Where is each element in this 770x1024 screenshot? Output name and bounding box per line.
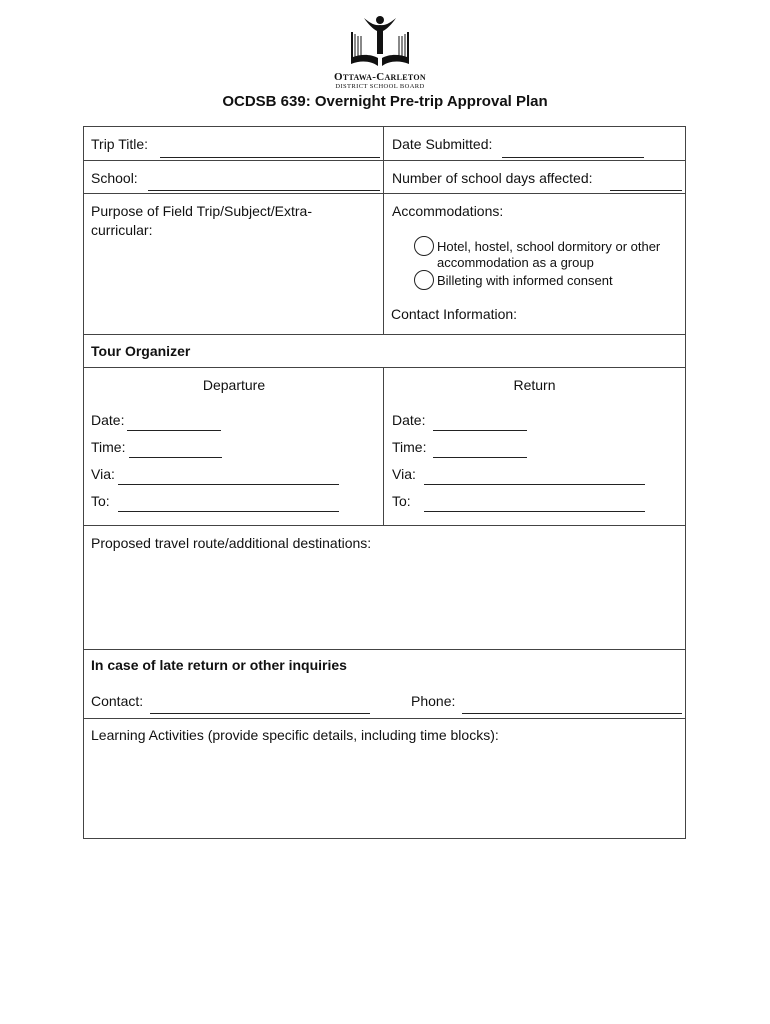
late-return-heading: In case of late return or other inquiries bbox=[91, 657, 347, 673]
proposed-route-label: Proposed travel route/additional destinations: bbox=[91, 535, 372, 551]
return-via-label: Via: bbox=[392, 466, 416, 482]
hotel-option-label-line2: accommodation as a group bbox=[437, 255, 594, 270]
trip-title-field[interactable] bbox=[160, 157, 380, 158]
departure-to-label: To: bbox=[91, 493, 110, 509]
learning-activities-label: Learning Activities (provide specific details, including time blocks): bbox=[91, 727, 499, 743]
purpose-label-line2: curricular: bbox=[91, 222, 153, 238]
row-divider bbox=[84, 193, 685, 194]
departure-time-label: Time: bbox=[91, 439, 126, 455]
purpose-label-line1: Purpose of Field Trip/Subject/Extra- bbox=[91, 203, 312, 219]
row-divider bbox=[84, 649, 685, 650]
org-name-line1: Ottawa-Carleton bbox=[334, 71, 426, 83]
phone-field[interactable] bbox=[462, 713, 682, 714]
departure-via-field[interactable] bbox=[118, 484, 339, 485]
row-divider bbox=[84, 525, 685, 526]
return-heading: Return bbox=[513, 377, 556, 393]
return-date-field[interactable] bbox=[433, 430, 527, 431]
learning-activities-field[interactable] bbox=[91, 752, 681, 832]
departure-via-label: Via: bbox=[91, 466, 115, 482]
proposed-route-field[interactable] bbox=[91, 567, 681, 642]
tour-organizer-label: Tour Organizer bbox=[91, 343, 191, 359]
contact-field[interactable] bbox=[150, 713, 370, 714]
billeting-option-label: Billeting with informed consent bbox=[437, 273, 613, 288]
billeting-option-radio[interactable] bbox=[414, 270, 434, 290]
column-divider bbox=[383, 127, 384, 334]
document-title: OCDSB 639: Overnight Pre-trip Approval Plan bbox=[222, 93, 548, 110]
school-days-field[interactable] bbox=[610, 190, 682, 191]
trip-title-label: Trip Title: bbox=[91, 136, 149, 152]
return-time-label: Time: bbox=[392, 439, 427, 455]
school-field[interactable] bbox=[148, 190, 380, 191]
accommodations-label: Accommodations: bbox=[392, 203, 504, 219]
phone-label: Phone: bbox=[411, 693, 456, 709]
school-label: School: bbox=[91, 170, 138, 186]
hotel-option-label-line1: Hotel, hostel, school dormitory or other bbox=[437, 239, 661, 254]
departure-heading: Departure bbox=[202, 377, 266, 393]
departure-to-field[interactable] bbox=[118, 511, 339, 512]
contact-information-label: Contact Information: bbox=[391, 306, 518, 322]
row-divider bbox=[84, 334, 685, 335]
book-figure-logo-icon bbox=[347, 14, 413, 72]
row-divider bbox=[84, 367, 685, 368]
departure-date-label: Date: bbox=[91, 412, 125, 428]
date-submitted-label: Date Submitted: bbox=[392, 136, 493, 152]
contact-label: Contact: bbox=[91, 693, 144, 709]
ocdsb-logo bbox=[320, 14, 440, 94]
departure-date-field[interactable] bbox=[127, 430, 221, 431]
hotel-option-radio[interactable] bbox=[414, 236, 434, 256]
date-submitted-field[interactable] bbox=[502, 157, 644, 158]
return-to-field[interactable] bbox=[424, 511, 645, 512]
return-via-field[interactable] bbox=[424, 484, 645, 485]
return-date-label: Date: bbox=[392, 412, 426, 428]
row-divider bbox=[84, 160, 685, 161]
school-days-label: Number of school days affected: bbox=[392, 170, 593, 186]
return-to-label: To: bbox=[392, 493, 411, 509]
return-time-field[interactable] bbox=[433, 457, 527, 458]
approval-form bbox=[83, 126, 686, 839]
departure-time-field[interactable] bbox=[129, 457, 222, 458]
org-name-line2: DISTRICT SCHOOL BOARD bbox=[335, 83, 425, 90]
row-divider bbox=[84, 718, 685, 719]
